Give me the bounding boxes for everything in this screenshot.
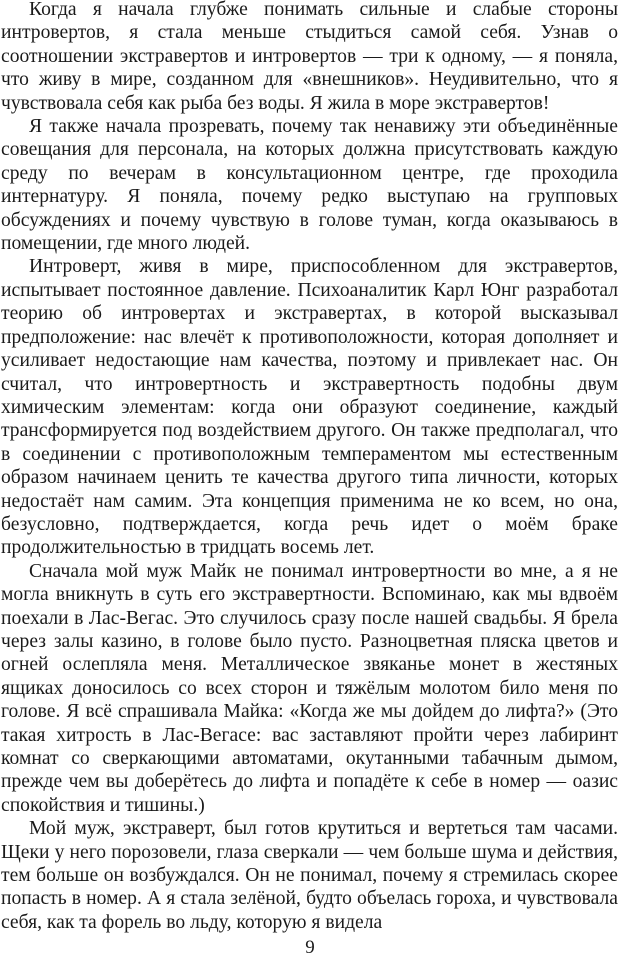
paragraph: Я также начала прозревать, почему так ненавижу эти объединённые совещания для персонала, на которых должна присутствовать каждую среду по вечерам в консультационном центре, где проходила интернатуру. Я поняла, почему редко выступаю на групповых обсуждениях и почему чувствую в голове туман, когда оказываюсь в помещении, где много людей. <box>1 116 618 255</box>
paragraph: Интроверт, живя в мире, приспособленном для экстравертов, испытывает постоянное давление. Психоаналитик Карл Юнг разработал теорию об интровертах и экстравертах, в которой высказывал предположение: нас влечёт к противоположности, которая дополняет и усиливает недостающие нам качества, поэтому и привлекает нас. Он считал, что интровертность и экстравертность подобны двум химическим элементам: когда они образуют соединение, каждый трансформируется под воздействием другого. Он также предполагал, что в соединении с противоположным темпераментом мы естественным образом начинаем ценить те качества другого типа личности, которых недостаёт нам самим. Эта концепция применима не ко всем, но она, безусловно, подтверждается, когда речь идет о моём браке продолжительностью в тридцать восемь лет. <box>1 256 618 559</box>
paragraph: Сначала мой муж Майк не понимал интровертности во мне, а я не могла вникнуть в суть его экстравертности. Вспоминаю, как мы вдвоём поехали в Лас-Вегас. Это случилось сразу после нашей свадьбы. Я брела через залы казино, в голове было пусто. Разноцветная пляска цветов и огней ослепляла меня. Металлическое звяканье монет в жестяных ящиках доносилось со всех сторон и тяжёлым молотом било меня по голове. Я всё спрашивала Майка: «Когда же мы дойдем до лифта?» (Это такая хитрость в Лас-Вегасе: вас заставляют пройти через лабиринт комнат со сверкающими автоматами, окутанными табачным дымом, прежде чем вы доберётесь до лифта и попадёте к себе в номер — оазис спокойствия и тишины.) <box>1 560 618 816</box>
paragraph: Мой муж, экстраверт, был готов крутиться и вертеться там часами. Щеки у него порозовели, глаза сверкали — чем больше шума и действия, тем больше он возбуждался. Он не понимал, почему я стремилась скорее попасть в номер. А я стала зелёной, будто объелась гороха, и чувствовала себя, как та форель во льду, которую я видела <box>1 818 618 933</box>
body-text <box>1 0 618 934</box>
page-number: 9 <box>305 937 315 958</box>
paragraph: Когда я начала глубже понимать сильные и слабые стороны интровертов, я стала меньше стыдиться самой себя. Узнав о соотношении экстравертов и интровертов — три к одному, — я поняла, что живу в мире, созданном для «внешников». Неудивительно, что я чувствовала себя как рыба без воды. Я жила в море экстравертов! <box>1 0 618 114</box>
